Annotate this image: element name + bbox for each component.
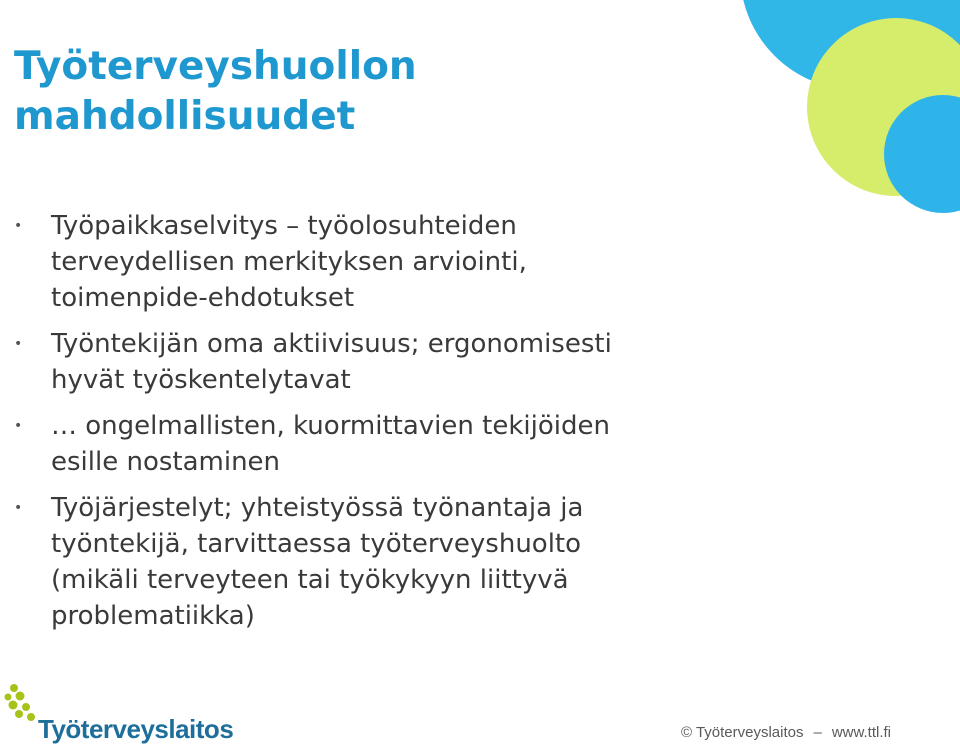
bullet-item [0,326,730,398]
bullet-dot: • [14,500,23,516]
footer [681,724,891,741]
bullet-line: problematiikka) [51,601,255,631]
bullet-item [0,490,730,634]
footer-dash: – [813,724,822,741]
bullet-line: … ongelmallisten, kuormittavien tekijöiden [51,411,610,441]
footer-url[interactable]: www.ttl.fi [831,724,892,741]
bullet-dot: • [14,336,23,352]
bullet-dot: • [14,218,23,234]
logo-text: Työterveyslaitos [38,714,234,744]
bullet-line: esille nostaminen [51,447,281,477]
bullet-dot: • [14,418,23,434]
title-line: Työterveyshuollon [14,44,417,89]
bullet-line: Työntekijän oma aktiivisuus; ergonomisesti [51,329,612,359]
title-line: mahdollisuudet [14,94,356,139]
bullet-item [0,208,730,316]
bullet-line: hyvät työskentelytavat [51,365,351,395]
bullet-line: Työjärjestelyt; yhteistyössä työnantaja ja [51,493,584,523]
bullet-line: toimenpide-ehdotukset [51,283,355,313]
bullet-item [0,408,730,480]
bullet-line: Työpaikkaselvitys – työolosuhteiden [51,211,517,241]
bullet-line: työntekijä, tarvittaessa työterveyshuolto [51,529,582,559]
slide-title [14,42,714,142]
bullet-line: (mikäli terveyteen tai työkykyyn liittyvä [51,565,569,595]
bullet-list [0,208,730,644]
footer-copyright: © Työterveyslaitos [681,724,804,741]
bullet-line: terveydellisen merkityksen arviointi, [51,247,527,277]
